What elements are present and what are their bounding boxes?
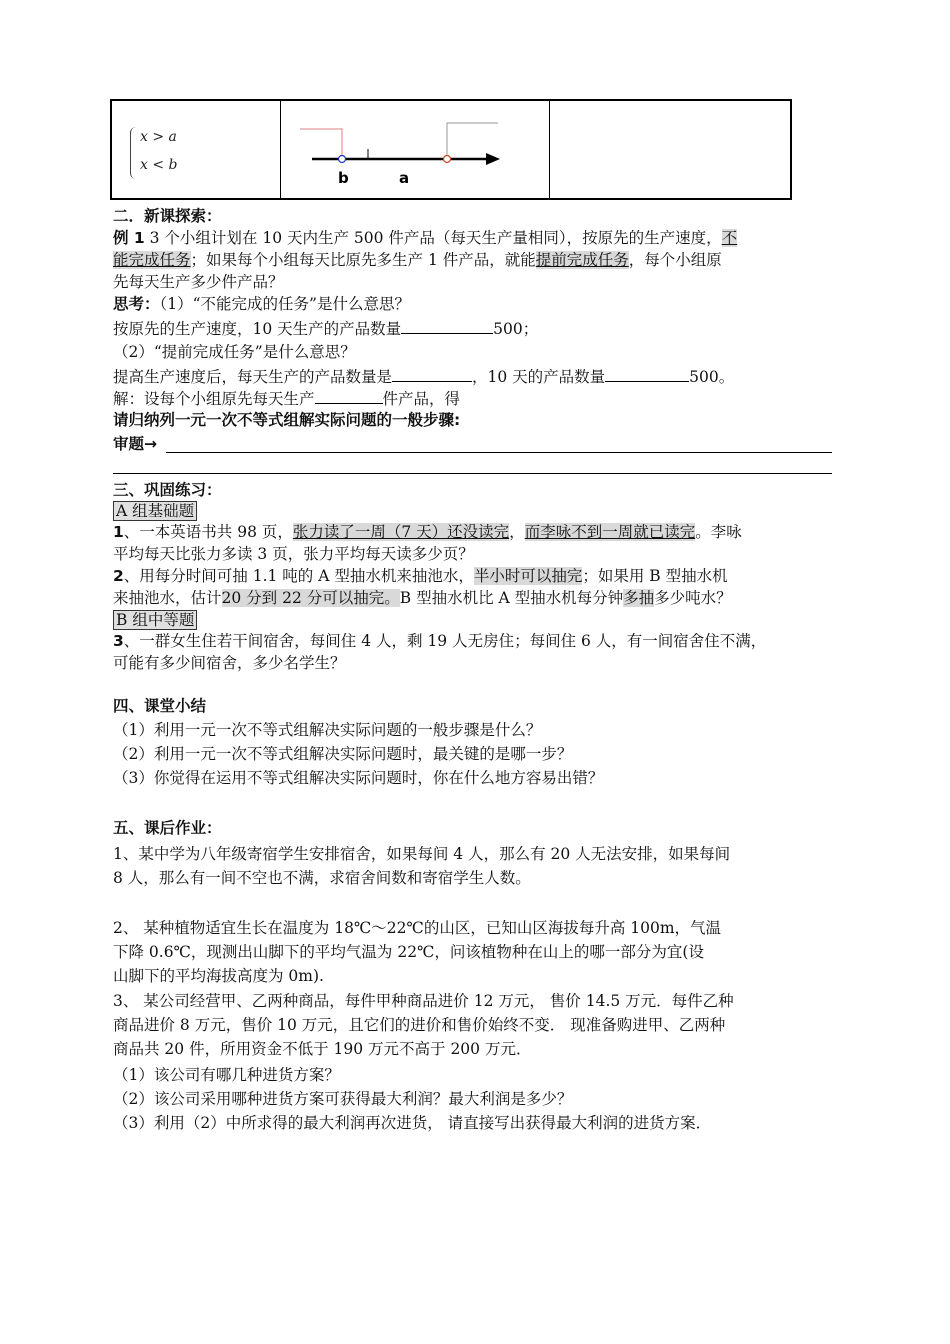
homework-3-q3: （3）利用（2）中所求得的最大利润再次进货， 请直接写出获得最大利润的进货方案．	[113, 1114, 712, 1132]
example-label: 例 1	[113, 229, 145, 247]
problem-1-line-2: 平均每天比张力多读 3 页，张力平均每天读多少页？	[113, 545, 474, 563]
fill-blank[interactable]	[315, 387, 383, 404]
example-1-line-1	[113, 227, 737, 249]
homework-3-line-1: 3、 某公司经营甲、乙两种商品，每件甲种商品进价 12 万元， 售价 14.5 万元．每件乙种	[113, 992, 734, 1010]
label-a: a	[399, 169, 410, 187]
answer-rule	[113, 473, 832, 474]
example-text: ，每个小组原	[628, 251, 722, 269]
homework-3-line-2: 商品进价 8 万元，售价 10 万元，且它们的进价和售价始终不变． 现准备购进甲、乙两种	[113, 1016, 726, 1034]
group-b-label	[113, 609, 197, 631]
homework-3-q2: （2）该公司采用哪种进货方案可获得最大利润？最大利润是多少？	[113, 1090, 573, 1108]
problem-number: 1	[113, 523, 124, 541]
think-question-1: （1）“不能完成的任务”是什么意思？	[159, 295, 410, 313]
problem-text: 多少吨水？	[654, 589, 732, 607]
homework-1-line-1: 1、某中学为八年级寄宿学生安排宿舍，如果每间 4 人，那么有 20 人无法安排，如果每间	[113, 845, 731, 863]
homework-2-line-1: 2、 某种植物适宜生长在温度为 18℃～22℃的山区，已知山区海拔每升高 100m，气温	[113, 919, 722, 937]
a-point	[444, 156, 451, 163]
system-line-2: x < b	[140, 157, 178, 173]
think-label: 思考：	[113, 295, 160, 313]
problem-text: 。李咏	[695, 523, 742, 541]
example-1-line-2	[113, 249, 722, 271]
problem-1-line-1	[113, 521, 742, 543]
section-3-title: 三、巩固练习：	[113, 481, 222, 499]
example-text: 3 个小组计划在 10 天内生产 500 件产品（每天生产量相同），按原先的生产速度，	[144, 229, 722, 247]
answer-text: 500；	[493, 320, 539, 338]
think-answer-1	[113, 317, 538, 340]
highlight-text: 20 分到 22 分可以抽完。	[221, 589, 400, 607]
problem-text: B 型抽水机比 A 型抽水机每分钟	[399, 589, 624, 607]
system-line-1: x > a	[140, 129, 177, 145]
problem-text: 、一本英语书共 98 页，	[123, 523, 293, 541]
problem-number: 2	[113, 567, 124, 585]
homework-3-q1: （1）该公司有哪几种进货方案？	[113, 1066, 340, 1084]
group-b-badge: B 组中等题	[113, 610, 197, 630]
highlight-text: 半小时可以抽完	[473, 567, 583, 585]
label-b: b	[338, 169, 349, 187]
table-divider	[549, 101, 550, 198]
answer-rule	[166, 452, 832, 453]
problem-2-line-1	[113, 565, 728, 587]
problem-text: 、用每分时间可抽 1.1 吨的 A 型抽水机来抽池水，	[123, 567, 474, 585]
b-point	[339, 156, 346, 163]
homework-1-line-2: 8 人，那么有一间不空也不满，求宿舍间数和寄宿学生人数。	[113, 869, 531, 887]
highlight-text: 张力读了一周（7 天）还没读完	[292, 523, 510, 541]
highlight-text: 而李咏不到一周就已读完	[524, 523, 696, 541]
answer-text: 500。	[689, 368, 735, 386]
arrow-head-icon	[486, 153, 500, 165]
solution-line	[113, 387, 460, 410]
a-bracket	[447, 123, 498, 159]
section-5-title: 五、课后作业：	[113, 819, 222, 837]
answer-text: 按原先的生产速度，10 天生产的产品数量	[113, 320, 402, 338]
example-1-line-3: 先每天生产多少件产品？	[113, 273, 284, 291]
fill-blank[interactable]	[605, 365, 689, 382]
think-line	[113, 293, 410, 315]
homework-2-line-2: 下降 0.6℃，现测出山脚下的平均气温为 22℃，问该植物种在山上的哪一部分为宜(设	[113, 943, 704, 961]
highlight-text: 多抽	[623, 589, 655, 607]
problem-text: ，	[509, 523, 525, 541]
inequality-table	[110, 99, 792, 200]
fill-blank[interactable]	[401, 317, 493, 334]
table-divider	[280, 101, 281, 198]
fill-blank[interactable]	[392, 365, 472, 382]
steps-title: 请归纳列一元一次不等式组解实际问题的一般步骤:	[113, 411, 461, 429]
highlight-text: 提前完成任务	[535, 251, 629, 269]
brace-icon	[130, 127, 137, 179]
think-question-2: （2）“提前完成任务”是什么意思？	[113, 343, 356, 361]
solution-text: 解：设每个小组原先每天生产	[113, 390, 315, 408]
homework-2-line-3: 山脚下的平均海拔高度为 0m).	[113, 967, 324, 985]
think-answer-2	[113, 365, 734, 388]
problem-3-line-1	[113, 630, 766, 652]
answer-text: ，10 天的产品数量	[472, 368, 606, 386]
group-a-badge: A 组基础题	[113, 501, 197, 521]
solution-text: 件产品，得	[382, 390, 461, 408]
highlight-text: 能完成任务	[113, 251, 191, 269]
summary-q1: （1）利用一元一次不等式组解决实际问题的一般步骤是什么？	[113, 721, 542, 739]
problem-number: 3	[113, 632, 124, 650]
section-4-title: 四、课堂小结	[113, 697, 207, 715]
b-bracket	[300, 129, 342, 159]
problem-3-line-2: 可能有多少间宿舍，多少名学生？	[113, 654, 346, 672]
inequality-system	[140, 123, 178, 179]
summary-q2: （2）利用一元一次不等式组解决实际问题时，最关键的是哪一步？	[113, 745, 573, 763]
number-line-diagram	[292, 111, 512, 191]
summary-q3: （3）你觉得在运用不等式组解决实际问题时，你在什么地方容易出错？	[113, 769, 604, 787]
answer-text: 提高生产速度后，每天生产的产品数量是	[113, 368, 393, 386]
problem-2-line-2	[113, 587, 732, 609]
highlight-text: 不	[721, 229, 738, 247]
problem-text: ；如果用 B 型抽水机	[582, 567, 728, 585]
steps-first: 审题→	[113, 435, 157, 453]
group-a-label	[113, 500, 197, 522]
problem-text: 来抽池水，估计	[113, 589, 222, 607]
example-text: ；如果每个小组每天比原先多生产 1 件产品，就能	[190, 251, 536, 269]
problem-text: 、一群女生住若干间宿舍，每间住 4 人，剩 19 人无房住；每间住 6 人，有一间宿舍住不满，	[123, 632, 767, 650]
section-2-title: 二．新课探索：	[113, 207, 222, 225]
homework-3-line-3: 商品共 20 件，所用资金不低于 190 万元不高于 200 万元．	[113, 1040, 532, 1058]
